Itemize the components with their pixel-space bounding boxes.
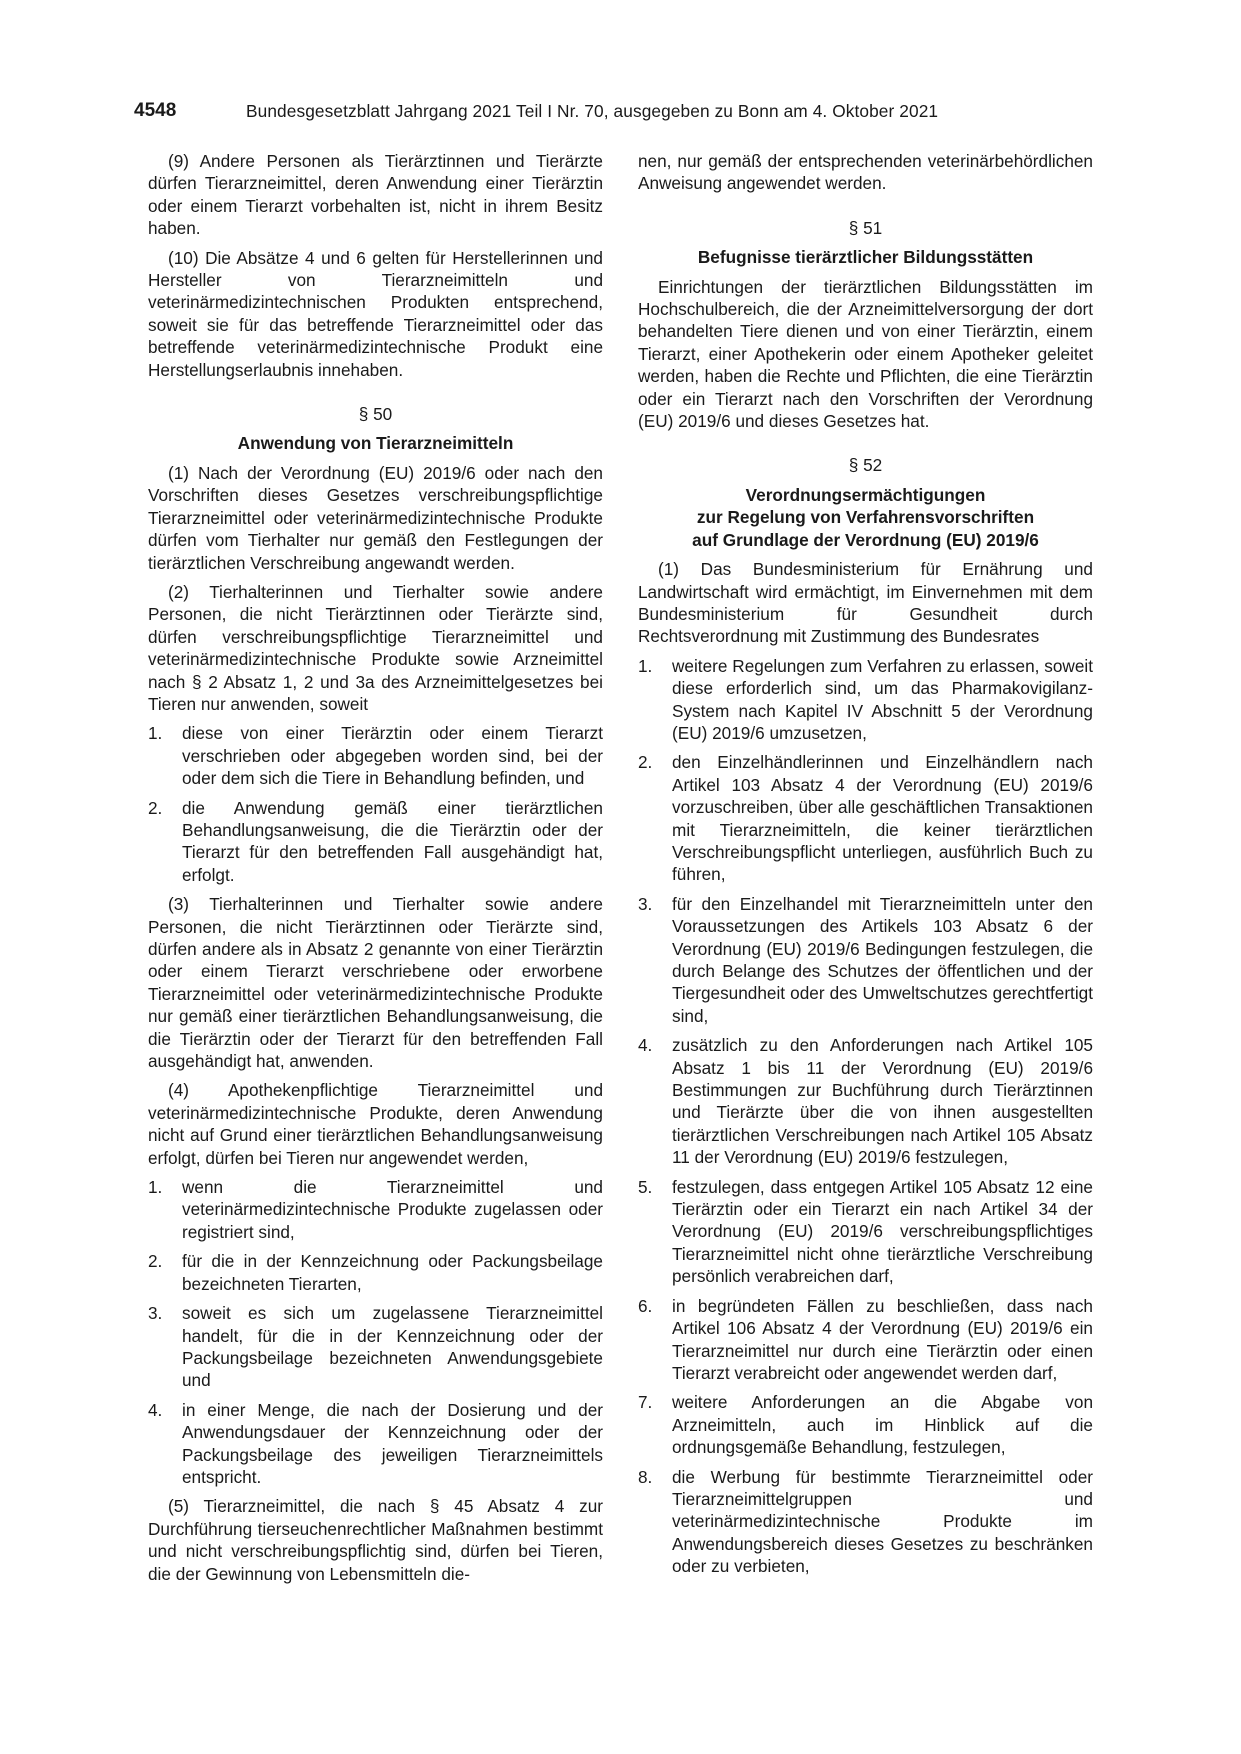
list-item: 1. wenn die Tierarzneimittel und veterinärmedizintechnische Produkte zugelassen oder registriert sind, bbox=[148, 1177, 603, 1242]
paragraph-9: (9) Andere Personen als Tierärztinnen und Tierärzte dürfen Tierarzneimittel, deren Anwendung einer Tierärztin oder einem Tierarzt vorbehalten ist, nicht in ihrem Besitz haben. bbox=[148, 151, 603, 239]
list-item: 7. weitere Anforderungen an die Abgabe von Arzneimitteln, auch im Hinblick auf die ordnungsgemäße Behandlung, festzulegen, bbox=[638, 1392, 1093, 1458]
list-item: 8. die Werbung für bestimmte Tierarzneimittel oder Tierarzneimittelgruppen und veterinärmedizintechnische Produkte im Anwendungsbereich dieses Gesetzes zu beschränken oder zu verbieten, bbox=[638, 1466, 1093, 1577]
list-item: 6. in begründeten Fällen zu beschließen, dass nach Artikel 106 Absatz 4 der Verordnung (EU) 2019/6 ein Tierarzneimittel nur durch eine Tierärztin oder einen Tierarzt verabreicht oder angewendet werden darf, bbox=[638, 1295, 1093, 1383]
page-header bbox=[134, 100, 1000, 126]
s52-p1-list bbox=[638, 655, 1093, 1578]
paragraph-10: (10) Die Absätze 4 und 6 gelten für Herstellerinnen und Hersteller von Tierarzneimitteln und veterinärmedizintechnischen Produkten entsprechend, soweit sie für das betreffende Tierarzneimittel oder das betreffende veterinärmedizintechnische Produkt eine Herstellungserlaubnis innehaben. bbox=[148, 247, 603, 380]
s50-paragraph-5: (5) Tierarzneimittel, die nach § 45 Absatz 4 zur Durchführung tierseuchenrechtlicher Maßnahmen bestimmt und nicht verschreibungspflichtig sind, dürfen bei Tieren, die der Gewinnung von Lebensmitteln die- bbox=[148, 1496, 603, 1584]
section-51-title: Befugnisse tierärztlicher Bildungsstätten bbox=[697, 247, 1034, 268]
list-item: 2. den Einzelhändlerinnen und Einzelhändlern nach Artikel 103 Absatz 4 der Verordnung (EU) 2019/6 vorzuschreiben, über alle geschäftlichen Transaktionen mit Tierarzneimitteln, die keiner tierärztlichen Verschreibungspflicht unterliegen, ausführlich Buch zu führen, bbox=[638, 752, 1093, 885]
s50-paragraph-4: (4) Apothekenpflichtige Tierarzneimittel und veterinärmedizintechnische Produkte, deren Anwendung nicht auf Grund einer tierärztlichen Behandlungsanweisung erfolgt, dürfen bei Tieren nur angewendet werden, bbox=[148, 1080, 603, 1168]
section-51-number: § 51 bbox=[848, 217, 883, 238]
list-item: 2. für die in der Kennzeichnung oder Packungsbeilage bezeichneten Tierarten, bbox=[148, 1251, 603, 1294]
section-50-title: Anwendung von Tierarzneimitteln bbox=[237, 433, 514, 454]
left-column bbox=[148, 150, 603, 1592]
list-item: 1. diese von einer Tierärztin oder einem Tierarzt verschrieben oder abgegeben worden sind, bei der oder dem sich die Tiere in Behandlung befinden, und bbox=[148, 723, 603, 789]
list-item: 4. zusätzlich zu den Anforderungen nach Artikel 105 Absatz 1 bis 11 der Verordnung (EU) 2019/6 Bestimmungen zur Buchführung durch Tierärztinnen und Tierärzte über die von ihnen ausgestellten tierärztlichen Verschreibungen nach Artikel 105 Absatz 11 der Verordnung (EU) 2019/6 festzulegen, bbox=[638, 1035, 1093, 1168]
s51-text: Einrichtungen der tierärztlichen Bildungsstätten im Hochschulbereich, die der Arzneimittelversorgung der dort behandelten Tiere dienen und von einer Tierärztin, einem Tierarzt, einer Apothekerin oder einem Apotheker geleitet werden, haben die Rechte und Pflichten, die eine Tierärztin oder ein Tierarzt nach den Vorschriften der Verordnung (EU) 2019/6 und dieses Gesetzes hat. bbox=[638, 276, 1093, 432]
list-item: 5. festzulegen, dass entgegen Artikel 105 Absatz 12 eine Tierärztin oder ein Tierarzt ein nach Artikel 34 der Verordnung (EU) 2019/6 verschreibungspflichtiges Tierarzneimittel nicht ohne tierärztliche Verschreibung persönlich verabreichen darf, bbox=[638, 1176, 1093, 1287]
s52-paragraph-1: (1) Das Bundesministerium für Ernährung und Landwirtschaft wird ermächtigt, im Einvernehmen mit dem Bundesministerium für Gesundheit durch Rechtsverordnung mit Zustimmung des Bundesrates bbox=[638, 559, 1093, 647]
list-item: 4. in einer Menge, die nach der Dosierung und der Anwendungsdauer der Kennzeichnung oder der Packungsbeilage des jeweiligen Tierarzneimittels entspricht. bbox=[148, 1399, 603, 1487]
s50-paragraph-1: (1) Nach der Verordnung (EU) 2019/6 oder nach den Vorschriften dieses Gesetzes verschreibungspflichtige Tierarzneimittel oder veterinärmedizintechnische Produkte dürfen vom Tierhalter nur gemäß den Festlegungen der tierärztlichen Verschreibung angewandt werden. bbox=[148, 462, 603, 573]
running-title: Bundesgesetzblatt Jahrgang 2021 Teil I Nr. 70, ausgegeben zu Bonn am 4. Oktober 2021 bbox=[246, 101, 939, 121]
list-item: 1. weitere Regelungen zum Verfahren zu erlassen, soweit diese erforderlich sind, um das Pharmakovigilanz-System nach Kapitel IV Abschnitt 5 der Verordnung (EU) 2019/6 umzusetzen, bbox=[638, 655, 1093, 743]
section-52-number: § 52 bbox=[848, 455, 883, 476]
page-number: 4548 bbox=[134, 100, 177, 121]
s50-paragraph-5-continued: nen, nur gemäß der entsprechenden veterinärbehördlichen Anweisung angewendet werden. bbox=[638, 151, 1093, 194]
list-item: 2. die Anwendung gemäß einer tierärztlichen Behandlungsanweisung, die die Tierärztin oder der Tierarzt für den betreffenden Fall ausgehändigt hat, erfolgt. bbox=[148, 797, 603, 885]
section-52-title: Verordnungsermächtigungen zur Regelung von Verfahrensvorschriften auf Grundlage der Verordnung (EU) 2019/6 bbox=[692, 484, 1039, 550]
s50-paragraph-2: (2) Tierhalterinnen und Tierhalter sowie andere Personen, die nicht Tierärztinnen oder Tierärzte sind, dürfen verschreibungspflichtige Tierarzneimittel und veterinärmedizintechnische Produkte sowie Arzneimittel nach § 2 Absatz 1, 2 und 3a des Arzneimittelgesetzes bei Tieren nur anwenden, soweit bbox=[148, 581, 603, 714]
s50-p4-list bbox=[148, 1176, 603, 1488]
list-item: 3. soweit es sich um zugelassene Tierarzneimittel handelt, für die in der Kennzeichnung oder der Packungsbeilage bezeichneten Anwendungsgebiete und bbox=[148, 1303, 603, 1391]
list-item: 3. für den Einzelhandel mit Tierarzneimitteln unter den Voraussetzungen des Artikels 103 Absatz 6 der Verordnung (EU) 2019/6 Bedingungen festzulegen, die durch Belange des Schutzes der öffentlichen und der Tiergesundheit oder des Umweltschutzes gerechtfertigt sind, bbox=[638, 893, 1093, 1026]
s50-p2-list bbox=[148, 722, 603, 886]
right-column bbox=[638, 150, 1093, 1585]
s50-paragraph-3: (3) Tierhalterinnen und Tierhalter sowie andere Personen, die nicht Tierärztinnen oder Tierärzte sind, dürfen andere als in Absatz 2 genannte von einer Tierärztin oder einem Tierarzt verschriebene oder erworbene Tierarzneimittel oder veterinärmedizintechnische Produkte nur gemäß einer tierärztlichen Behandlungsanweisung, die die Tierärztin oder der Tierarzt für den betreffenden Fall ausgehändigt hat, anwenden. bbox=[148, 894, 603, 1072]
section-50-number: § 50 bbox=[358, 404, 393, 425]
